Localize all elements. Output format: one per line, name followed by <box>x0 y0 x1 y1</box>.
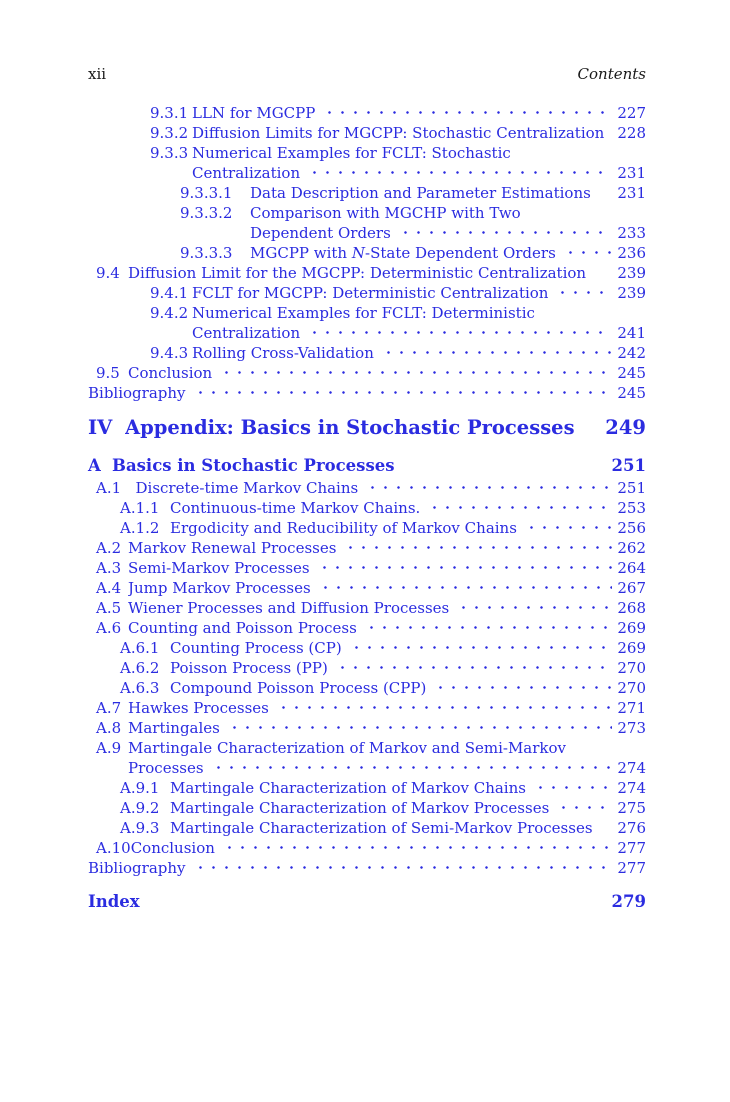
toc-entry-9.5[interactable] <box>88 363 646 383</box>
entry-title: Martingale Characterization of Markov Chains <box>170 779 526 797</box>
toc-entry-9.4.2[interactable] <box>88 303 646 343</box>
toc-entry-9.4.1[interactable] <box>88 283 646 303</box>
entry-page-number: 249 <box>605 416 646 439</box>
dot-leader <box>221 838 612 858</box>
dot-leader <box>555 798 612 818</box>
dot-leader <box>192 858 613 878</box>
entry-line <box>128 758 646 778</box>
toc-entry-9.3.3.3[interactable] <box>88 243 646 263</box>
entry-page-number: 241 <box>617 324 646 342</box>
entry-content <box>128 598 646 618</box>
entry-content <box>192 343 646 363</box>
dot-leader <box>532 778 612 798</box>
entry-content <box>170 778 646 798</box>
entry-line <box>192 123 646 143</box>
entry-title: Comparison with MGCHP with Two <box>250 204 521 222</box>
toc-entry-9.3.1[interactable] <box>88 103 646 123</box>
entry-title: Counting and Poisson Process <box>128 619 357 637</box>
dot-leader <box>401 455 607 477</box>
entry-page-number: 236 <box>617 244 646 262</box>
dot-leader <box>192 383 613 403</box>
entry-content <box>170 818 646 838</box>
toc-entry-A[interactable] <box>88 455 646 477</box>
entry-number: A.8 <box>96 719 122 737</box>
entry-title: Martingale Characterization of Markov and Semi-Markov <box>128 739 567 757</box>
toc-entry-IV[interactable] <box>88 415 646 441</box>
page-header <box>88 64 646 84</box>
entry-page-number: 277 <box>617 839 646 857</box>
toc-entry-A.7[interactable] <box>88 698 646 718</box>
entry-title: Bibliography <box>88 859 186 877</box>
entry-line <box>125 415 646 441</box>
dot-leader <box>306 323 612 343</box>
entry-title: Compound Poisson Process (CPP) <box>170 679 427 697</box>
entry-line <box>192 103 646 123</box>
dot-leader <box>306 163 612 183</box>
entry-title: Martingale Characterization of Semi-Markov Processes <box>170 819 593 837</box>
entry-line <box>170 518 646 538</box>
entry-line <box>170 638 646 658</box>
entry-page-number: 273 <box>617 719 646 737</box>
toc-entry-A.10[interactable] <box>88 838 646 858</box>
entry-title: Centralization <box>192 324 301 342</box>
entry-number: A <box>88 456 101 475</box>
entry-line <box>170 678 646 698</box>
entry-line <box>192 283 646 303</box>
dot-leader <box>554 283 612 303</box>
entry-title: Numerical Examples for FCLT: Deterministic <box>192 304 535 322</box>
entry-line <box>128 738 646 758</box>
entry-content <box>192 103 646 123</box>
dot-leader <box>432 678 612 698</box>
entry-page-number: 270 <box>617 659 646 677</box>
entry-content <box>128 558 646 578</box>
toc-entry-A.1.1[interactable] <box>88 498 646 518</box>
entry-number: 9.3.3 <box>150 144 189 162</box>
entry-number: 9.5 <box>96 364 120 382</box>
entry-number: A.6.2 <box>120 659 160 677</box>
dot-leader <box>275 698 613 718</box>
entry-content <box>88 858 646 878</box>
entry-content <box>128 538 646 558</box>
toc-entry-A.6.3[interactable] <box>88 678 646 698</box>
dot-leader <box>348 638 613 658</box>
entry-page-number: 242 <box>617 344 646 362</box>
entry-content <box>170 638 646 658</box>
entry-line <box>192 143 646 163</box>
entry-title: Discrete-time Markov Chains <box>128 479 359 497</box>
dot-leader <box>210 758 613 778</box>
entry-page-number: 256 <box>617 519 646 537</box>
entry-title: Hawkes Processes <box>128 699 269 717</box>
entry-line <box>170 798 646 818</box>
script-N-symbol: N <box>351 244 365 262</box>
dot-leader <box>321 103 612 123</box>
entry-number: A.9.3 <box>120 819 160 837</box>
entry-number: 9.4.2 <box>150 304 189 322</box>
entry-page-number: 227 <box>617 104 646 122</box>
entry-content <box>128 478 646 498</box>
entry-content <box>192 303 646 343</box>
entry-number: IV <box>88 416 113 439</box>
entry-number: 9.3.3.3 <box>180 244 233 262</box>
entry-line <box>128 558 646 578</box>
entry-page-number: 270 <box>617 679 646 697</box>
toc-list <box>88 103 646 913</box>
entry-title: LLN for MGCPP <box>192 104 316 122</box>
entry-title: Centralization <box>192 164 301 182</box>
toc-entry-index[interactable] <box>88 891 646 913</box>
dot-leader <box>146 891 607 913</box>
entry-line <box>128 618 646 638</box>
entry-title: Markov Renewal Processes <box>128 539 337 557</box>
entry-page-number: 268 <box>617 599 646 617</box>
toc-entry-9.3.3.1[interactable] <box>88 183 646 203</box>
entry-line <box>88 858 646 878</box>
entry-number: A.6 <box>96 619 122 637</box>
entry-line <box>192 303 646 323</box>
entry-page-number: 231 <box>617 184 646 202</box>
entry-page-number: 228 <box>617 124 646 142</box>
entry-content <box>250 243 646 263</box>
entry-content <box>128 363 646 383</box>
entry-content <box>128 578 646 598</box>
entry-page-number: 279 <box>611 892 646 911</box>
dot-leader <box>397 223 613 243</box>
entry-number: 9.3.3.2 <box>180 204 233 222</box>
entry-page-number: 253 <box>617 499 646 517</box>
toc-entry-A.9[interactable] <box>88 738 646 778</box>
entry-content <box>128 698 646 718</box>
entry-line <box>128 698 646 718</box>
entry-number: A.6.1 <box>120 639 160 657</box>
entry-line <box>250 203 646 223</box>
entry-page-number: 269 <box>617 619 646 637</box>
entry-line <box>170 778 646 798</box>
entry-number: A.2 <box>96 539 122 557</box>
entry-line <box>128 263 646 283</box>
entry-number: A.10 <box>96 839 131 857</box>
entry-page-number: 251 <box>611 456 646 475</box>
entry-content <box>131 838 646 858</box>
toc-entry-9.4[interactable] <box>88 263 646 283</box>
toc-page <box>88 64 646 913</box>
entry-number: 9.3.1 <box>150 104 189 122</box>
entry-title: Conclusion <box>128 364 213 382</box>
entry-title: Conclusion <box>130 839 215 857</box>
toc-entry-A.3[interactable] <box>88 558 646 578</box>
entry-number: A.1 <box>96 479 122 497</box>
entry-title: Ergodicity and Reducibility of Markov Chains <box>170 519 517 537</box>
entry-page-number: 275 <box>617 799 646 817</box>
entry-page-number: 231 <box>617 164 646 182</box>
toc-entry-A.9.1[interactable] <box>88 778 646 798</box>
entry-content <box>125 415 646 441</box>
entry-page-number: 262 <box>617 539 646 557</box>
dot-leader <box>364 478 612 498</box>
entry-number: 9.4.3 <box>150 344 189 362</box>
entry-page-number: 277 <box>617 859 646 877</box>
entry-number: A.1.1 <box>120 499 160 517</box>
toc-entry-A.8[interactable] <box>88 718 646 738</box>
dot-leader <box>316 558 613 578</box>
entry-page-number: 274 <box>617 779 646 797</box>
entry-line <box>250 223 646 243</box>
folio-page-number: xii <box>88 65 107 83</box>
dot-leader <box>562 243 613 263</box>
entry-content <box>170 498 646 518</box>
toc-entry-A.9.3[interactable] <box>88 818 646 838</box>
entry-content <box>88 891 646 913</box>
toc-entry-A.6.2[interactable] <box>88 658 646 678</box>
entry-line <box>88 891 646 913</box>
entry-page-number: 271 <box>617 699 646 717</box>
entry-line <box>128 538 646 558</box>
entry-title: Appendix: Basics in Stochastic Processes <box>125 416 575 439</box>
entry-page-number: 245 <box>617 384 646 402</box>
dot-leader <box>597 183 613 203</box>
toc-entry-bibliography[interactable] <box>88 858 646 878</box>
dot-leader <box>426 498 612 518</box>
entry-line <box>131 838 646 858</box>
toc-entry-A.9.2[interactable] <box>88 798 646 818</box>
entry-number: A.7 <box>96 699 122 717</box>
entry-line <box>88 383 646 403</box>
entry-content <box>170 678 646 698</box>
entry-page-number: 251 <box>617 479 646 497</box>
entry-line <box>250 243 646 263</box>
toc-entry-A.1[interactable] <box>88 478 646 498</box>
entry-line <box>192 323 646 343</box>
entry-content <box>128 738 646 778</box>
entry-title: Processes <box>128 759 204 777</box>
toc-entry-bibliography[interactable] <box>88 383 646 403</box>
entry-line <box>170 818 646 838</box>
entry-line <box>128 578 646 598</box>
entry-page-number: 276 <box>617 819 646 837</box>
dot-leader <box>342 538 612 558</box>
entry-title: Jump Markov Processes <box>128 579 311 597</box>
entry-page-number: 239 <box>617 264 646 282</box>
toc-entry-A.2[interactable] <box>88 538 646 558</box>
toc-entry-A.1.2[interactable] <box>88 518 646 538</box>
toc-entry-A.6.1[interactable] <box>88 638 646 658</box>
entry-page-number: 239 <box>617 284 646 302</box>
entry-title: Continuous-time Markov Chains. <box>170 499 421 517</box>
entry-number: 9.3.2 <box>150 124 189 142</box>
entry-line <box>192 343 646 363</box>
entry-title: Basics in Stochastic Processes <box>112 456 395 475</box>
dot-leader <box>610 123 612 143</box>
entry-number: A.9 <box>96 739 122 757</box>
entry-title: Semi-Markov Processes <box>128 559 310 577</box>
dot-leader <box>226 718 612 738</box>
entry-title: MGCPP with N-State Dependent Orders <box>250 244 556 262</box>
running-head: Contents <box>577 65 646 83</box>
entry-line <box>170 658 646 678</box>
entry-number: 9.4 <box>96 264 120 282</box>
entry-content <box>170 798 646 818</box>
dot-leader <box>581 415 601 441</box>
entry-page-number: 267 <box>617 579 646 597</box>
entry-line <box>192 163 646 183</box>
entry-title: Data Description and Parameter Estimations <box>250 184 591 202</box>
entry-line <box>250 183 646 203</box>
dot-leader <box>317 578 613 598</box>
entry-line <box>128 718 646 738</box>
entry-content <box>250 203 646 243</box>
entry-number: 9.3.3.1 <box>180 184 233 202</box>
toc-entry-9.3.3.2[interactable] <box>88 203 646 243</box>
entry-content <box>192 123 646 143</box>
toc-entry-9.3.2[interactable] <box>88 123 646 143</box>
dot-leader <box>523 518 612 538</box>
entry-title: Poisson Process (PP) <box>170 659 328 677</box>
entry-line <box>128 478 646 498</box>
entry-content <box>112 455 646 477</box>
entry-title: Diffusion Limits for MGCPP: Stochastic Centralization <box>192 124 605 142</box>
entry-content <box>170 518 646 538</box>
entry-content <box>192 143 646 183</box>
entry-line <box>128 363 646 383</box>
dot-leader <box>599 818 613 838</box>
entry-title: FCLT for MGCPP: Deterministic Centralization <box>192 284 549 302</box>
entry-content <box>192 283 646 303</box>
toc-entry-A.4[interactable] <box>88 578 646 598</box>
dot-leader <box>334 658 613 678</box>
dot-leader <box>455 598 612 618</box>
entry-content <box>128 263 646 283</box>
dot-leader <box>218 363 612 383</box>
entry-title: Rolling Cross-Validation <box>192 344 374 362</box>
entry-title: Martingales <box>128 719 220 737</box>
entry-content <box>128 618 646 638</box>
dot-leader <box>363 618 613 638</box>
entry-page-number: 269 <box>617 639 646 657</box>
entry-page-number: 274 <box>617 759 646 777</box>
toc-entry-A.5[interactable] <box>88 598 646 618</box>
entry-line <box>170 498 646 518</box>
toc-entry-9.3.3[interactable] <box>88 143 646 183</box>
entry-number: A.9.1 <box>120 779 160 797</box>
entry-number: A.5 <box>96 599 122 617</box>
entry-page-number: 245 <box>617 364 646 382</box>
entry-number: A.1.2 <box>120 519 160 537</box>
entry-title: Dependent Orders <box>250 224 391 242</box>
entry-title: Index <box>88 892 140 911</box>
entry-title: Bibliography <box>88 384 186 402</box>
entry-number: A.9.2 <box>120 799 160 817</box>
entry-number: 9.4.1 <box>150 284 189 302</box>
dot-leader <box>380 343 613 363</box>
entry-content <box>250 183 646 203</box>
entry-page-number: 233 <box>617 224 646 242</box>
entry-title: Wiener Processes and Diffusion Processes <box>128 599 450 617</box>
entry-title: Martingale Characterization of Markov Processes <box>170 799 550 817</box>
entry-title: Counting Process (CP) <box>170 639 342 657</box>
entry-title: Diffusion Limit for the MGCPP: Deterministic Centralization <box>128 264 587 282</box>
entry-title: Numerical Examples for FCLT: Stochastic <box>192 144 511 162</box>
entry-content <box>128 718 646 738</box>
entry-content <box>88 383 646 403</box>
entry-number: A.3 <box>96 559 122 577</box>
entry-line <box>128 598 646 618</box>
toc-entry-A.6[interactable] <box>88 618 646 638</box>
entry-line <box>112 455 646 477</box>
toc-entry-9.4.3[interactable] <box>88 343 646 363</box>
entry-number: A.6.3 <box>120 679 160 697</box>
dot-leader <box>592 263 612 283</box>
entry-content <box>170 658 646 678</box>
entry-page-number: 264 <box>617 559 646 577</box>
entry-number: A.4 <box>96 579 122 597</box>
